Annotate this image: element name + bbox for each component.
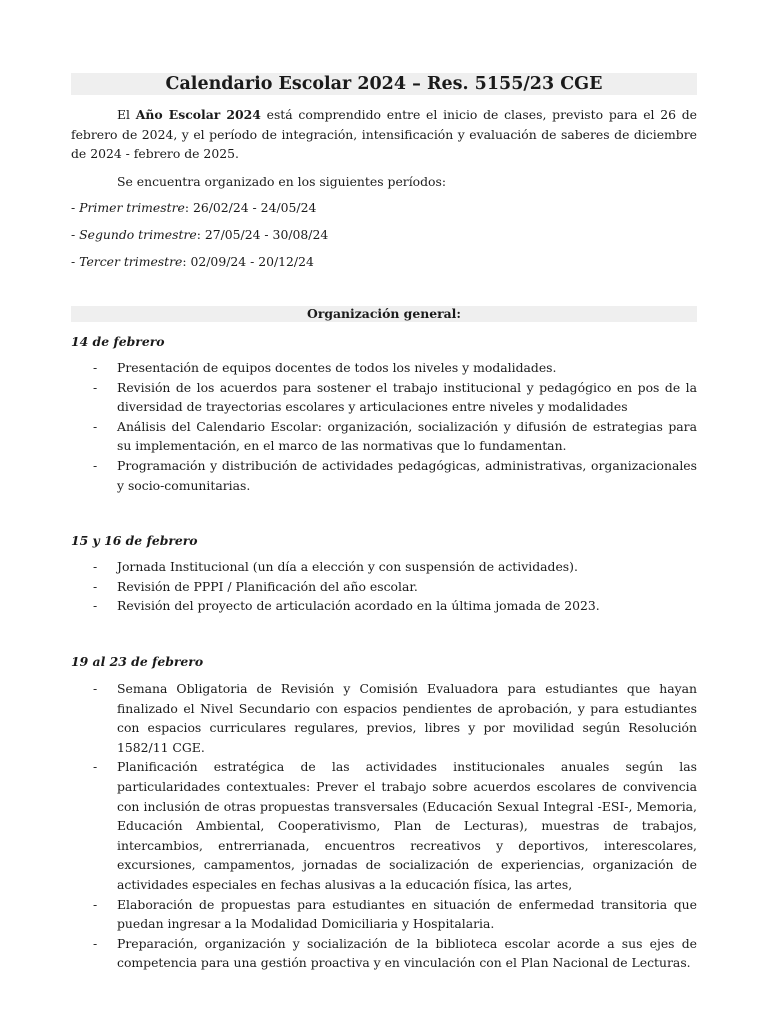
period-name: Tercer trimestre <box>79 254 183 269</box>
bullet-dash: - <box>93 578 98 594</box>
activity-list <box>71 679 697 973</box>
section-date: 14 de febrero <box>71 334 165 349</box>
period-line <box>71 198 697 218</box>
section-date: 19 al 23 de febrero <box>71 654 204 669</box>
bullet-dash: - <box>93 759 98 775</box>
list-item <box>71 456 697 495</box>
period-dash: - <box>71 254 80 269</box>
list-item-text: Elaboración de propuestas para estudiantes en situación de enfermedad transitoria que puedan ingresar a la Modalidad Domiciliaria y Hospitalaria. <box>117 896 697 932</box>
list-item <box>71 679 697 757</box>
bullet-dash: - <box>93 418 98 434</box>
intro-bold-year: Año Escolar 2024 <box>135 107 261 122</box>
intro-prefix: El <box>117 107 136 122</box>
document-title: Calendario Escolar 2024 – Res. 5155/23 CGE <box>71 73 697 95</box>
list-item-text: Análisis del Calendario Escolar: organización, socialización y difusión de estrategias para su implementación, en el marco de las normativas que lo fundamentan. <box>117 418 697 454</box>
bullet-dash: - <box>93 598 98 614</box>
period-line <box>71 225 697 245</box>
bullet-dash: - <box>93 379 98 395</box>
list-item <box>71 934 697 973</box>
period-name: Segundo trimestre <box>79 227 197 242</box>
intro-suffix: está comprendido entre el inicio de clases, previsto para el 26 de febrero de 2024, y el período de integración, intensificación y evaluación de saberes de diciembre de 2024 - febrero de 2025. <box>71 107 698 162</box>
list-item-text: Jornada Institucional (un día a elección y con suspensión de actividades). <box>117 559 578 574</box>
list-item-text: Preparación, organización y socialización de la biblioteca escolar acorde a sus ejes de competencia para una gestión proactiva y en vinculación con el Plan Nacional de Lecturas. <box>117 935 697 971</box>
list-item-text: Revisión de PPPI / Planificación del año escolar. <box>117 578 418 594</box>
period-dates: : 26/02/24 - 24/05/24 <box>184 200 317 215</box>
list-item <box>71 358 697 378</box>
period-name: Primer trimestre <box>79 200 185 215</box>
activity-list <box>71 557 697 616</box>
period-dash: - <box>71 227 80 242</box>
organized-paragraph: Se encuentra organizado en los siguientes períodos: <box>117 174 447 189</box>
list-item <box>71 757 697 894</box>
list-item <box>71 895 697 934</box>
list-item-text: Semana Obligatoria de Revisión y Comisión Evaluadora para estudiantes que hayan finalizado el Nivel Secundario con espacios pendientes de aprobación, y para estudiantes con espacios curriculares regulares, previos, libres y por movilidad según Resolución 1582/11 CGE. <box>117 681 697 755</box>
intro-paragraph <box>71 105 697 164</box>
list-item <box>71 596 697 616</box>
list-item <box>71 577 697 597</box>
period-dash: - <box>71 200 80 215</box>
list-item <box>71 417 697 456</box>
section-heading: Organización general: <box>71 306 697 322</box>
list-item-text: Programación y distribución de actividades pedagógicas, administrativas, organizacionales y socio-comunitarias. <box>117 457 697 493</box>
list-item-text: Presentación de equipos docentes de todos los niveles y modalidades. <box>117 360 557 375</box>
bullet-dash: - <box>93 559 98 574</box>
bullet-dash: - <box>93 360 98 375</box>
list-item <box>71 378 697 417</box>
list-item-text: Planificación estratégica de las actividades institucionales anuales según las particularidades contextuales: Prever el trabajo sobre acuerdos escolares de convivencia con inclusión de otras propuestas transversales (Educación Sexual Integral -ESI-, Memoria, Educación Ambiental, Cooperativismo, Plan de Lecturas), muestras de trabajos, intercambios, entrerrianada, encuentros recreativos y deportivos, interescolares, excursiones, campamentos, jornadas de socialización de experiencias, organización de actividades especiales en fechas alusivas a la educación física, las artes, <box>117 759 697 892</box>
list-item-text: Revisión del proyecto de articulación acordado en la última jomada de 2023. <box>117 598 600 614</box>
bullet-dash: - <box>93 896 98 912</box>
bullet-dash: - <box>93 935 98 951</box>
list-item <box>71 557 697 577</box>
period-line <box>71 252 697 272</box>
activity-list <box>71 358 697 495</box>
list-item-text: Revisión de los acuerdos para sostener el trabajo institucional y pedagógico en pos de la diversidad de trayectorias escolares y articulaciones entre niveles y modalidades <box>117 379 697 415</box>
period-dates: : 02/09/24 - 20/12/24 <box>182 254 314 269</box>
period-dates: : 27/05/24 - 30/08/24 <box>196 227 329 242</box>
bullet-dash: - <box>93 457 98 473</box>
section-date: 15 y 16 de febrero <box>71 533 198 548</box>
bullet-dash: - <box>93 681 98 696</box>
